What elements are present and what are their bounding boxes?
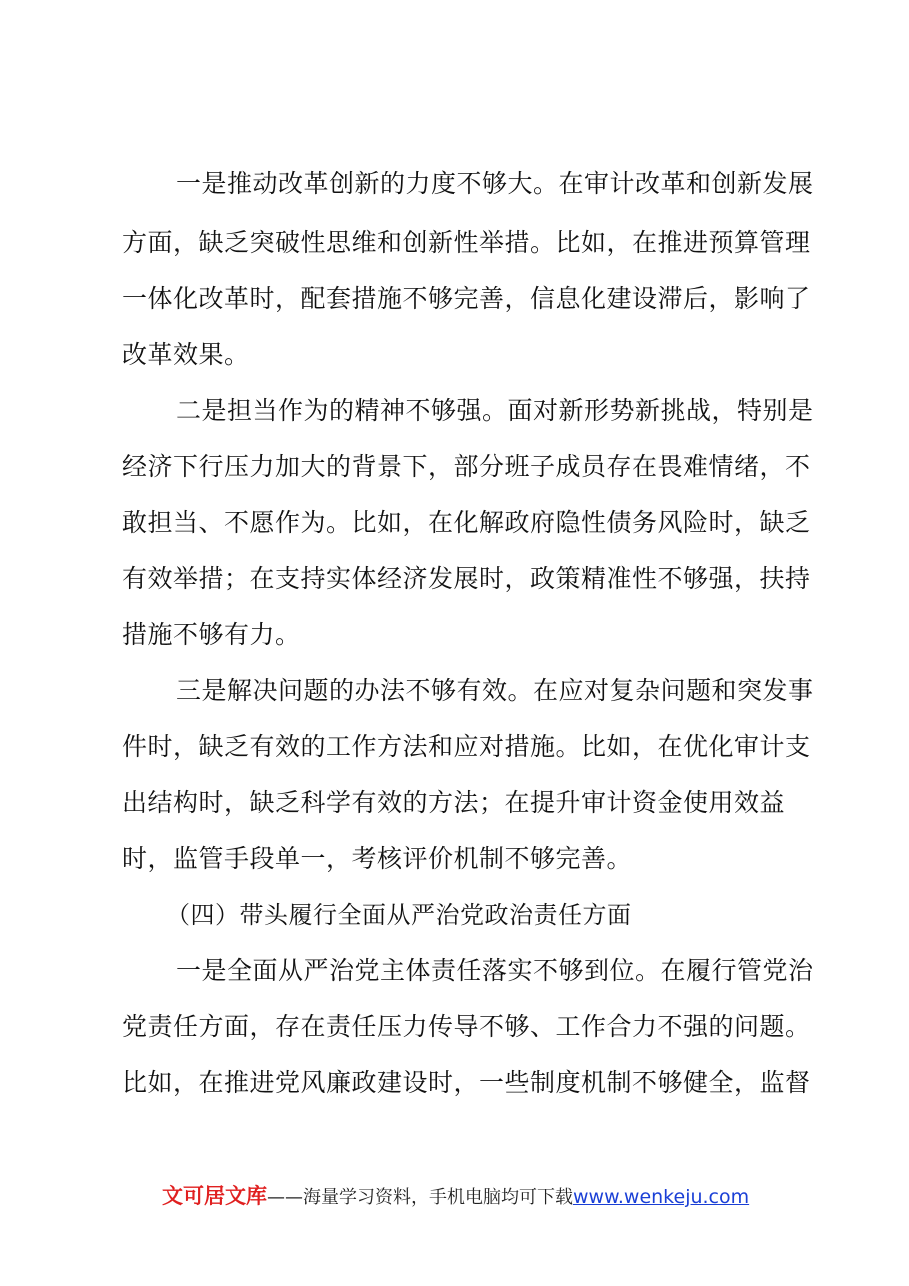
paragraph-2-line-3: 敢担当、不愿作为。比如，在化解政府隐性债务风险时，缺乏	[122, 508, 811, 537]
paragraph-4-line-2: 党责任方面，存在责任压力传导不够、工作合力不强的问题。	[122, 1012, 811, 1041]
footer-site-link[interactable]: www.wenkeju.com	[573, 1186, 750, 1208]
paragraph-1-line-4: 改革效果。	[122, 340, 250, 369]
paragraph-2-line-5: 措施不够有力。	[122, 620, 301, 649]
paragraph-2-line-4: 有效举措；在支持实体经济发展时，政策精准性不够强，扶持	[122, 564, 811, 593]
section-heading: （四）带头履行全面从严治党政治责任方面	[166, 901, 632, 929]
paragraph-3-line-4: 时，监管手段单一，考核评价机制不够完善。	[122, 844, 633, 873]
paragraph-2-line-1: 二是担当作为的精神不够强。面对新形势新挑战，特别是	[176, 396, 814, 425]
footer-tagline: ——海量学习资料，手机电脑均可下载	[267, 1187, 573, 1208]
paragraph-3-line-1: 三是解决问题的办法不够有效。在应对复杂问题和突发事	[176, 676, 814, 705]
paragraph-1-line-2: 方面，缺乏突破性思维和创新性举措。比如，在推进预算管理	[122, 228, 811, 257]
paragraph-3-line-2: 件时，缺乏有效的工作方法和应对措施。比如，在优化审计支	[122, 732, 811, 761]
paragraph-2-line-2: 经济下行压力加大的背景下，部分班子成员存在畏难情绪，不	[122, 452, 811, 481]
paragraph-4-line-1: 一是全面从严治党主体责任落实不够到位。在履行管党治	[176, 956, 814, 985]
footer-banner	[162, 1182, 749, 1212]
paragraph-1-line-3: 一体化改革时，配套措施不够完善，信息化建设滞后，影响了	[122, 284, 811, 313]
paragraph-1-line-1: 一是推动改革创新的力度不够大。在审计改革和创新发展	[176, 169, 814, 198]
paragraph-3-line-3: 出结构时，缺乏科学有效的方法；在提升审计资金使用效益	[122, 788, 786, 817]
paragraph-4-line-3: 比如，在推进党风廉政建设时，一些制度机制不够健全，监督	[122, 1068, 811, 1097]
footer-brand: 文可居文库	[162, 1184, 267, 1208]
